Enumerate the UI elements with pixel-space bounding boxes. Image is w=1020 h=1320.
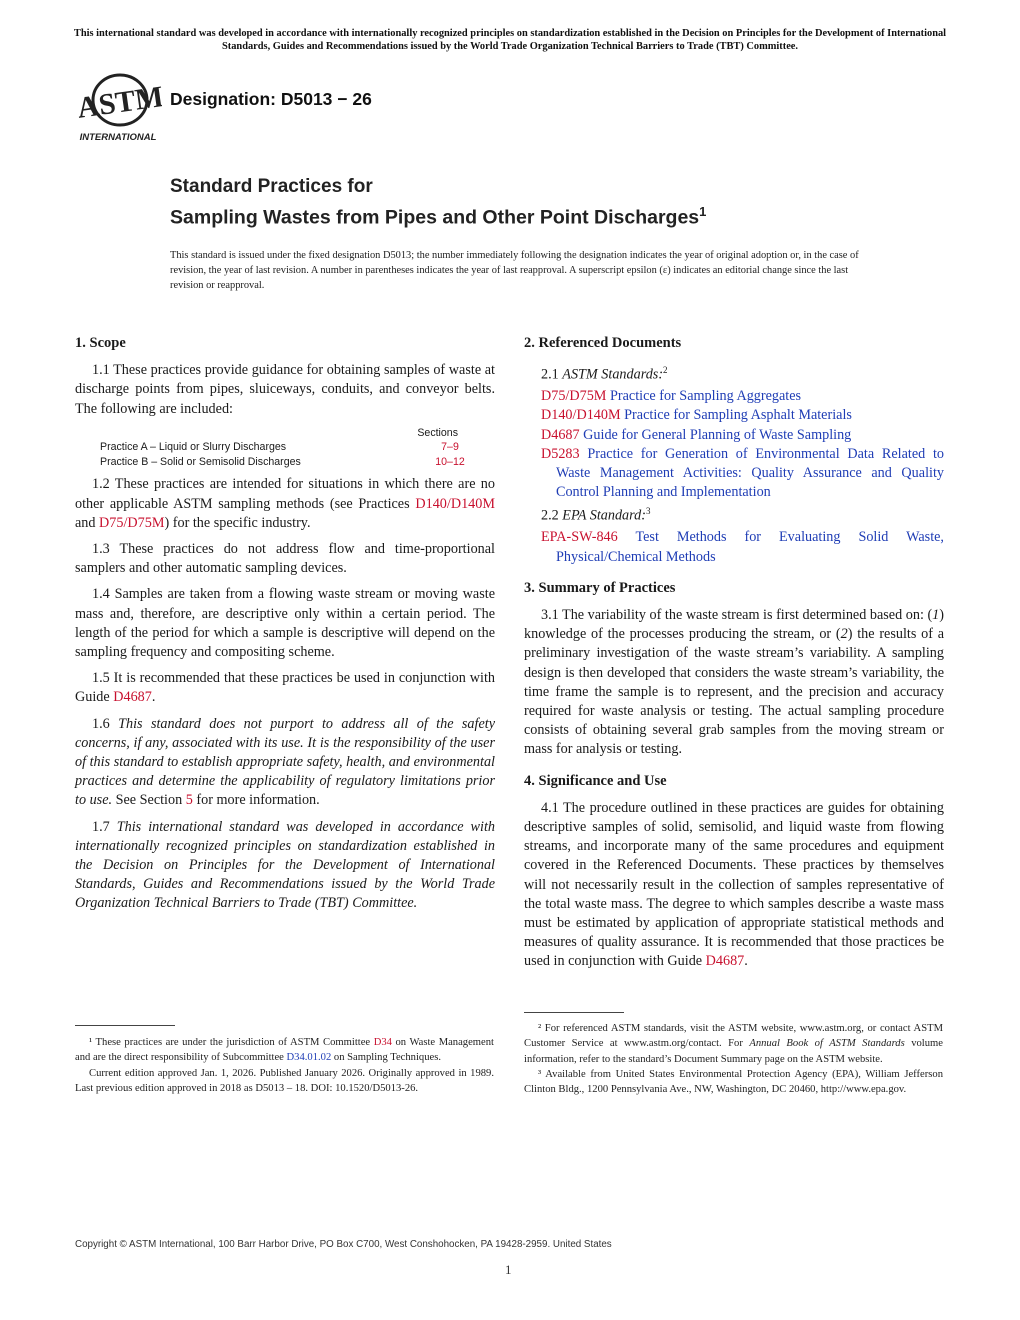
- footnote-1-edition: Current edition approved Jan. 1, 2026. Published January 2026. Originally approved in 1989. Last previous edition approved in 2018 as D5013 – 18. DOI: 10.1520/D5013-26.: [75, 1067, 494, 1094]
- title-line-2-text: Sampling Wastes from Pipes and Other Point Discharges: [170, 206, 700, 229]
- footnote-1-text: [75, 1035, 494, 1066]
- fn-text: on Waste Management and are the direct responsibility of Subcommittee: [75, 1037, 494, 1064]
- subcommittee-link[interactable]: D34.01.02: [286, 1052, 332, 1064]
- ref-item: [541, 387, 944, 406]
- ref-item: [541, 406, 944, 425]
- para-text: ) knowledge of the processes producing the stream, or (: [524, 606, 944, 643]
- sub-label: EPA Standard:: [562, 508, 646, 525]
- issued-note: This standard is issued under the fixed designation D5013; the number immediately following the designation indicates the year of original adoption or, in the case of revision, the year of last revision. A number in parentheses indicates the year of last reapproval. A superscript epsilon (ε) indicates an editorial change since the last revision or reapproval.: [170, 250, 859, 291]
- title-line-1: Standard Practices for: [170, 176, 373, 197]
- para-text: See Section: [112, 792, 186, 809]
- copyright-line: Copyright © ASTM International, 100 Barr Harbor Drive, PO Box C700, West Conshohocken, PA 19428-2959. United States: [75, 1239, 612, 1250]
- practice-row: [100, 455, 480, 470]
- ref-item: [541, 445, 944, 503]
- astm-logo-icon: [72, 72, 162, 146]
- para-text: .: [151, 689, 156, 706]
- title-line-2: [170, 199, 706, 231]
- para-italic: 1: [932, 606, 940, 623]
- footnote-mark: 2: [663, 365, 668, 376]
- title-footnote-mark: 1: [699, 204, 707, 219]
- para-1-3: 1.3 These practices do not address flow and time-proportional samplers and other automatic sampling devices.: [75, 540, 495, 577]
- para-4-1: [524, 799, 944, 972]
- ref-code-link[interactable]: D5283: [541, 445, 580, 462]
- practice-name: Practice B – Solid or Semisolid Discharges: [100, 455, 301, 468]
- practice-sections-link[interactable]: 10–12: [435, 455, 465, 468]
- para-text: for more information.: [192, 792, 320, 809]
- practices-table: [100, 426, 480, 470]
- ref-code-link[interactable]: D75/D75M: [541, 388, 607, 405]
- section-5-link[interactable]: 5: [185, 792, 193, 809]
- para-italic: 2: [840, 626, 848, 643]
- practice-name: Practice A – Liquid or Slurry Discharges: [100, 441, 287, 454]
- practice-sections-link[interactable]: 7–9: [441, 441, 459, 454]
- ref-item: [541, 426, 944, 445]
- para-text: and: [75, 514, 100, 531]
- para-1-6: [75, 715, 495, 811]
- ref-link-d140[interactable]: D140/D140M: [415, 495, 495, 512]
- ref-code-link[interactable]: D140/D140M: [541, 407, 621, 424]
- para-text: 4.1 The procedure outlined in these practices are guides for obtaining descriptive samples of solid, semisolid, and liquid waste from flowing streams, and incorporate many of the same procedures and equipment covered in the Referenced Documents. These practices by themselves will not necessarily result in the collection of samples representative of the total waste mass. The degree to which samples describe a waste mass must be estimated by application of appropriate statistical methods and measures of quality assurance. It is recommended that those practices be used in conjunction with Guide: [524, 799, 944, 970]
- footnote-1: [75, 1035, 494, 1096]
- standard-title: [170, 175, 706, 231]
- para-1-7: [75, 818, 495, 914]
- astm-standards-label: [541, 361, 944, 385]
- fn-text: ² For referenced ASTM standards, visit the ASTM website, www.astm.org, or contact ASTM Customer Service at www.astm.org/contact. For: [524, 1023, 943, 1050]
- para-1-2: [75, 475, 495, 533]
- scope-heading: 1. Scope: [75, 335, 126, 351]
- para-num: 1.6: [92, 715, 119, 732]
- para-text: 1.5 It is recommended that these practices be used in conjunction with Guide: [75, 670, 495, 706]
- svg-text:ASTM: ASTM: [75, 80, 162, 125]
- para-text: .: [744, 953, 748, 970]
- epa-standard-label: [541, 502, 944, 526]
- para-text: 3.1 The variability of the waste stream is first determined based on: (: [541, 606, 933, 623]
- footnote-mark: 3: [645, 506, 651, 517]
- para-text: ) the results of a preliminary investigation of the waste stream’s variability. A sampling design is then developed that considers the waste stream’s variability, the time frame the sample is to represent, and the precision and accuracy required for waste analysis or testing. The actual sampling procedure consists of obtaining several grab samples from the moving stream or mass for analysis or testing.: [524, 626, 944, 758]
- sub-label: ASTM Standards:: [562, 366, 664, 383]
- footnote-2-text: [524, 1021, 943, 1067]
- sections-header: Sections: [417, 426, 458, 439]
- footnote-2: [524, 1021, 943, 1097]
- sub-num: 2.1: [541, 366, 563, 383]
- ref-title-link[interactable]: Test Methods for Evaluating Solid Waste, Physical/Chemical Methods: [556, 529, 944, 565]
- ref-code-link[interactable]: D4687: [541, 426, 580, 443]
- significance-heading: 4. Significance and Use: [524, 772, 667, 789]
- right-column: [524, 334, 944, 979]
- sub-num: 2.2: [541, 508, 563, 525]
- ref-title-link[interactable]: Practice for Sampling Aggregates: [609, 388, 802, 405]
- para-1-4: 1.4 Samples are taken from a flowing waste stream or moving waste mass and, therefore, are descriptive only within a certain period. The length of the period for which a sample is descriptive will depend on the sampling frequency and compositing scheme.: [75, 586, 495, 660]
- para-num: 1.7: [92, 818, 117, 835]
- wto-notice: This international standard was developed in accordance with internationally recognized principles on standardization established in the Decision on Principles for the Development of International Standards, Guides and Recommendations issued by the World Trade Organization Technical Barriers to Trade (TBT) Committee.: [73, 28, 947, 52]
- ref-title-link[interactable]: Guide for General Planning of Waste Sampling: [583, 426, 852, 443]
- page-number: 1: [505, 1262, 512, 1277]
- footnote-rule: [524, 1012, 624, 1013]
- para-text: ) for the specific industry.: [164, 514, 311, 531]
- ref-item: [541, 528, 944, 566]
- svg-text:INTERNATIONAL: INTERNATIONAL: [79, 132, 157, 143]
- ref-title-link[interactable]: Practice for Sampling Asphalt Materials: [624, 407, 852, 424]
- ref-link-d75[interactable]: D75/D75M: [99, 514, 165, 531]
- ref-link-d4687[interactable]: D4687: [113, 689, 152, 706]
- para-1-1: 1.1 These practices provide guidance for obtaining samples of waste at discharge points from pipes, sluiceways, conduits, and conveyor belts. The following are included:: [75, 362, 495, 417]
- para-1-5: [75, 669, 495, 707]
- designation: Designation: D5013 − 26: [170, 89, 372, 109]
- para-italic: This standard does not purport to address all of the safety concerns, if any, associated with its use. It is the responsibility of the user of this standard to establish appropriate safety, health, and environmental practices and determine the applicability of regulatory limitations prior to use.: [75, 715, 495, 809]
- para-text: 1.2 These practices are intended for situations in which there are no other applicable ASTM sampling methods (see Practices: [75, 476, 495, 512]
- fn-text: on Sampling Techniques.: [331, 1052, 441, 1064]
- summary-heading: 3. Summary of Practices: [524, 579, 676, 596]
- fn-text: volume information, refer to the standard’s Document Summary page on the ASTM website.: [524, 1038, 943, 1065]
- ref-link-d4687[interactable]: D4687: [705, 953, 745, 970]
- astm-logo: [72, 72, 162, 146]
- left-column: [75, 334, 495, 921]
- fn-italic: Annual Book of ASTM Standards: [749, 1038, 905, 1050]
- fn-text: ¹ These practices are under the jurisdiction of ASTM Committee: [89, 1037, 374, 1048]
- para-3-1: [524, 606, 944, 760]
- footnote-rule: [75, 1025, 175, 1026]
- ref-code-link[interactable]: EPA-SW-846: [541, 529, 618, 546]
- ref-title-link[interactable]: Practice for Generation of Environmental Data Related to Waste Management Activities: Quality Assurance and Quality Control Planning and Implementation: [556, 445, 944, 501]
- footnote-3-text: ³ Available from United States Environmental Protection Agency (EPA), William Jefferson Clinton Bldg., 1200 Pennsylvania Ave., NW, Washington, DC 20460, http://www.epa.gov.: [524, 1068, 943, 1096]
- committee-link[interactable]: D34: [373, 1037, 392, 1048]
- practice-row: [100, 440, 480, 455]
- para-italic: This international standard was developed in accordance with internationally recognized principles on standardization established in the Decision on Principles for the Development of International Standards, Guides and Recommendations issued by the World Trade Organization Technical Barriers to Trade (TBT) Committee.: [75, 818, 495, 912]
- referenced-heading: 2. Referenced Documents: [524, 335, 682, 351]
